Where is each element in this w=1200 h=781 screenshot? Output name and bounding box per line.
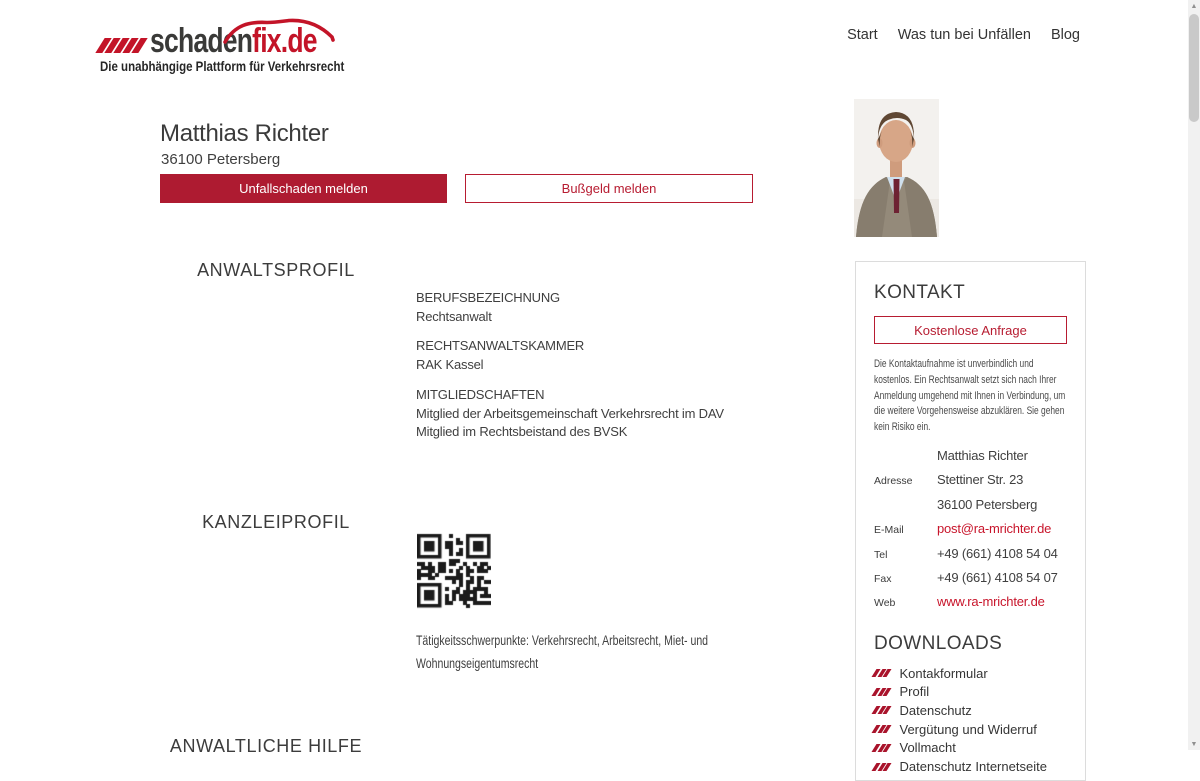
logo-slashes-icon [100,38,145,55]
report-fine-button[interactable]: Bußgeld melden [465,174,753,203]
nav-item-start[interactable]: Start [847,27,878,43]
contact-card [855,261,1086,781]
field-value: RAK Kassel [416,357,484,373]
lawyer-photo [854,99,939,237]
download-item-verguetung[interactable]: Vergütung und Widerruf [874,720,1067,739]
contact-title: KONTAKT [874,282,966,303]
contact-note: Die Kontaktaufnahme ist unverbindlich und kostenlos. Ein Rechtsanwalt setzt sich nach Ihrer Anmeldung umgehend mit Ihnen in Verbindung, um die weitere Vorgehensweise abzuklären. Sie gehen kein Risiko ein. [874,358,1066,434]
field-label: BERUFSBEZEICHNUNG [416,290,560,305]
download-item-vollmacht[interactable]: Vollmacht [874,738,1067,757]
logo-tagline: Die unabhängige Plattform für Verkehrsrecht [100,58,345,74]
download-item-profil[interactable]: Profil [874,682,1067,701]
section-anwaltsprofil-title: ANWALTSPROFIL [197,260,355,280]
scrollbar-up-icon[interactable]: ▲ [1190,2,1198,10]
field-value: Rechtsanwalt [416,308,492,324]
main-nav [847,27,1080,43]
section-kanzleiprofil-title: KANZLEIPROFIL [202,512,350,532]
contact-row-tel: Tel +49 (661) 4108 54 04 [874,545,1058,561]
car-roofline-icon [222,17,338,43]
downloads-list [874,664,1067,776]
logo-text-red: fix.de [252,21,317,60]
contact-row-city: 36100 Petersberg [937,496,1038,512]
section-anwaltliche-hilfe-title: ANWALTLICHE HILFE [169,736,363,756]
field-label: RECHTSANWALTSKAMMER [416,338,585,354]
profile-field-mitgliedschaften [416,386,724,442]
report-accident-button[interactable]: Unfallschaden melden [160,174,447,203]
profile-field-berufsbezeichnung [416,289,724,326]
contact-row-email: E-Mail post@ra-mrichter.de [874,521,1052,537]
free-inquiry-button[interactable]: Kostenlose Anfrage [874,316,1067,344]
triple-slash-icon [874,669,891,677]
triple-slash-icon [874,706,891,714]
triple-slash-icon [874,763,891,771]
contact-row-fax: Fax +49 (661) 4108 54 07 [874,569,1058,585]
field-value: Mitglied der Arbeitsgemeinschaft Verkehrsrecht im DAV [416,405,724,421]
profile-field-rechtsanwaltskammer [416,337,724,374]
triple-slash-icon [874,725,891,733]
contact-row-web: Web www.ra-mrichter.de [874,594,1045,610]
download-item-kontakformular[interactable]: Kontakformular [874,664,1067,683]
nav-item-was-tun-bei-unfaellen[interactable]: Was tun bei Unfällen [897,27,1031,43]
contact-rows [874,448,1067,619]
scrollbar[interactable] [1188,0,1200,750]
triple-slash-icon [874,744,891,752]
page-title: Matthias Richter [160,120,329,147]
field-label: MITGLIEDSCHAFTEN [416,386,545,402]
field-value: Mitglied im Rechtsbeistand des BVSK [416,424,628,440]
scrollbar-down-icon[interactable]: ▼ [1190,740,1198,748]
logo-text-dark: schaden [150,21,253,60]
nav-item-blog[interactable]: Blog [1050,27,1080,43]
action-buttons [160,174,753,203]
contact-row-adresse: Adresse Stettiner Str. 23 [874,472,1024,488]
kanzlei-description: Tätigkeitsschwerpunkte: Verkehrsrecht, Arbeitsrecht, Miet- und Wohnungseigentumsrecht [416,633,709,671]
profile-location: 36100 Petersberg [161,151,281,168]
contact-row-name: Matthias Richter [937,447,1028,463]
email-link[interactable]: post@ra-mrichter.de [937,521,1052,537]
download-item-datenschutz[interactable]: Datenschutz [874,701,1067,720]
qr-code [417,532,491,610]
scrollbar-thumb[interactable] [1189,14,1199,122]
downloads-title: DOWNLOADS [874,632,1003,654]
anwaltsprofil-fields [416,289,724,453]
triple-slash-icon [874,688,891,696]
site-logo[interactable] [100,6,350,72]
download-item-datenschutz-internetseite[interactable]: Datenschutz Internetseite [874,757,1067,776]
website-link[interactable]: www.ra-mrichter.de [937,594,1045,610]
